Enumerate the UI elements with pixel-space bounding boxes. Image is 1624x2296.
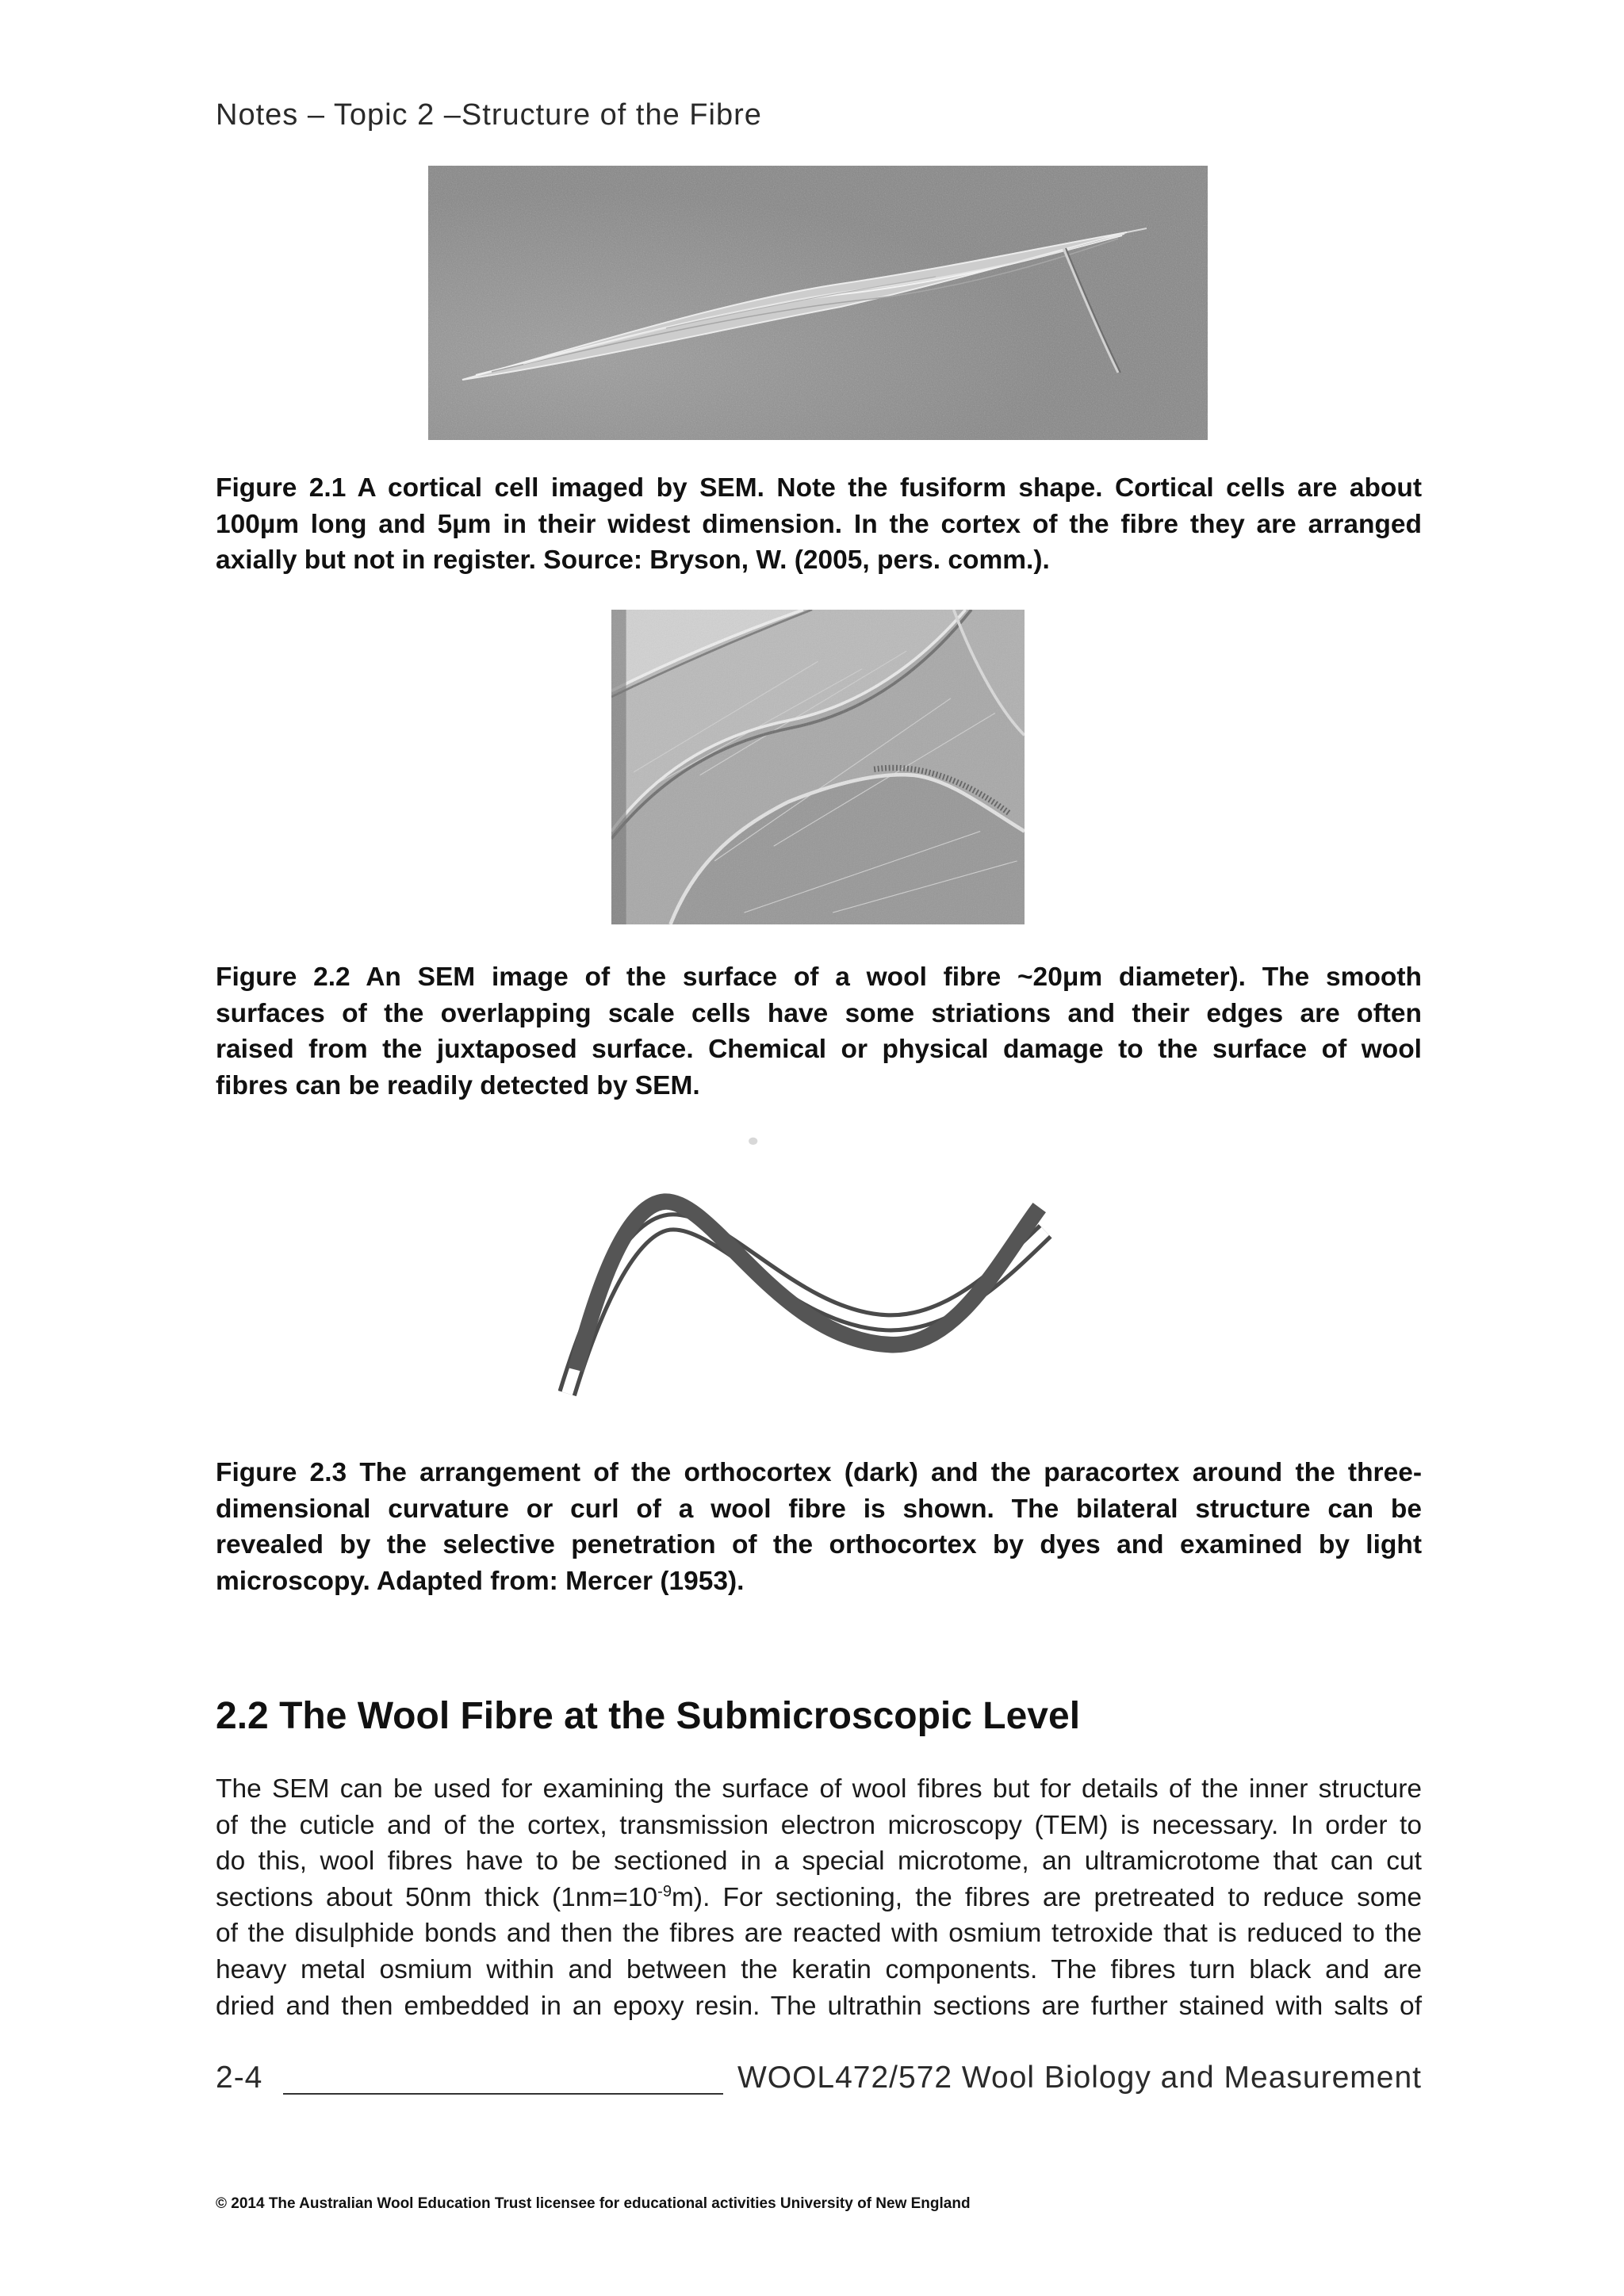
footer-rule	[283, 2093, 723, 2095]
page-number: 2-4	[216, 2061, 263, 2095]
figure-2-1-caption	[216, 470, 1422, 579]
page-header-title: Notes – Topic 2 –Structure of the Fibre	[216, 98, 762, 132]
figure-2-2-caption	[216, 959, 1422, 1104]
figure-2-1-image	[428, 166, 1208, 440]
caption-line: microscopy. Adapted from: Mercer (1953).	[216, 1566, 745, 1596]
body-line: do this, wool fibres have to be sectioned in a special microtome, an ultramicrotome that can cut	[216, 1846, 1422, 1877]
figure-2-3-caption	[216, 1455, 1422, 1599]
caption-line: revealed by the selective penetration of the orthocortex by dyes and examined by light	[216, 1530, 1422, 1560]
caption-line: axially but not in register. Source: Bryson, W. (2005, pers. comm.).	[216, 545, 1050, 576]
body-line	[216, 1880, 1422, 1916]
figure-2-3-image	[558, 1134, 1122, 1399]
body-paragraph	[216, 1771, 1422, 2024]
body-line: heavy metal osmium within and between the keratin components. The fibres turn black and are	[216, 1954, 1422, 1984]
caption-line: fibres can be readily detected by SEM.	[216, 1070, 700, 1100]
body-line: dried and then embedded in an epoxy resin. The ultrathin sections are further stained with salts of	[216, 1991, 1422, 2021]
caption-line: raised from the juxtaposed surface. Chemical or physical damage to the surface of wool	[216, 1035, 1422, 1065]
caption-line: surfaces of the overlapping scale cells have some striations and their edges are often	[216, 998, 1422, 1028]
section-heading: 2.2 The Wool Fibre at the Submicroscopic Level	[216, 1695, 1081, 1737]
body-text-segment: sections about 50nm thick (1nm=10	[216, 1882, 658, 1912]
body-line: of the cuticle and of the cortex, transmission electron microscopy (TEM) is necessary. In order to	[216, 1810, 1422, 1840]
superscript-exponent: -9	[657, 1882, 672, 1900]
body-text-segment: m). For sectioning, the fibres are pretreated to reduce some	[672, 1882, 1422, 1912]
figure-2-2-image	[611, 610, 1025, 924]
caption-line: 100µm long and 5µm in their widest dimension. In the cortex of the fibre they are arranged	[216, 509, 1422, 539]
caption-line: Figure 2.2 An SEM image of the surface of a wool fibre ~20μm diameter). The smooth	[216, 962, 1422, 992]
caption-line: Figure 2.1 A cortical cell imaged by SEM. Note the fusiform shape. Cortical cells are about	[216, 473, 1422, 503]
caption-line: dimensional curvature or curl of a wool fibre is shown. The bilateral structure can be	[216, 1494, 1422, 1524]
caption-line: Figure 2.3 The arrangement of the orthocortex (dark) and the paracortex around the three-	[216, 1458, 1422, 1487]
sem-grain	[611, 610, 1025, 924]
copyright-notice: © 2014 The Australian Wool Education Trust licensee for educational activities University of New England	[216, 2195, 971, 2212]
body-line: of the disulphide bonds and then the fibres are reacted with osmium tetroxide that is reduced to the	[216, 1919, 1422, 1949]
body-line: The SEM can be used for examining the surface of wool fibres but for details of the inner structure	[216, 1774, 1422, 1804]
speck	[749, 1138, 757, 1145]
course-title: WOOL472/572 Wool Biology and Measurement	[737, 2061, 1422, 2095]
